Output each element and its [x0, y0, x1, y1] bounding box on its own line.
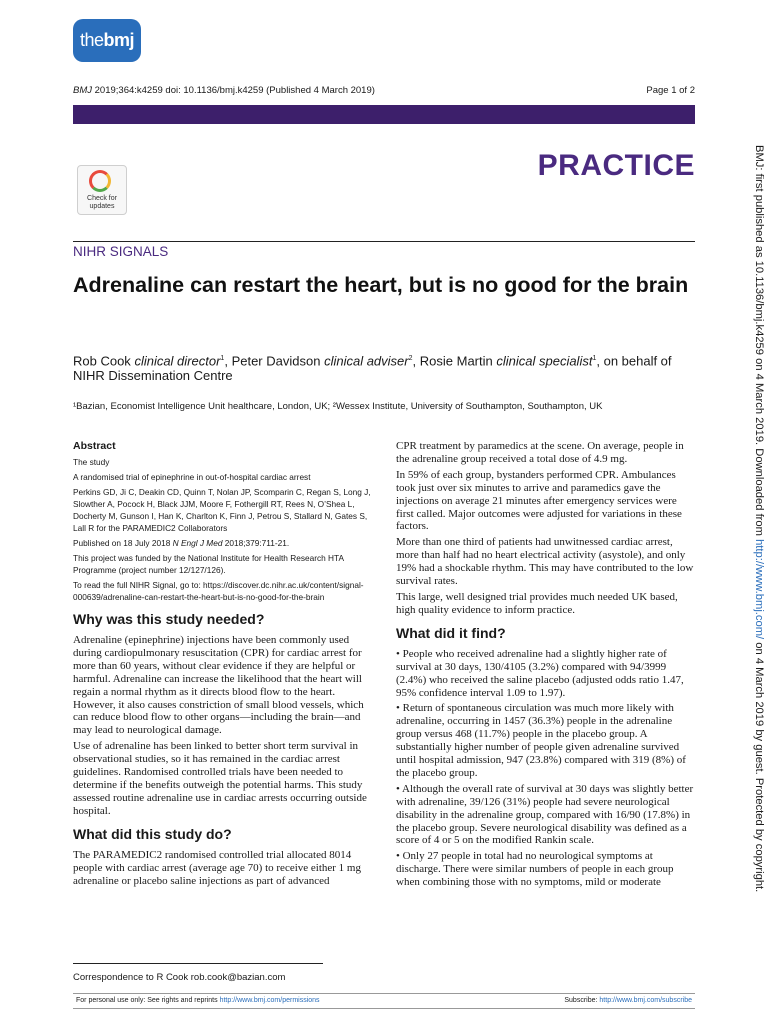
copyright-side-note [731, 145, 768, 893]
published-line [73, 537, 373, 549]
bmj-logo[interactable] [73, 19, 141, 62]
published-journal: N Engl J Med [172, 538, 223, 548]
author-role: clinical director [134, 353, 221, 369]
author-sup: 1 [592, 355, 597, 362]
logo-bold: bmj [103, 30, 135, 50]
crossmark-icon [89, 170, 111, 192]
side-note-after: on 4 March 2019 by guest. Protected by copyright. [753, 639, 765, 893]
did-paragraph-1: The PARAMEDIC2 randomised controlled trial allocated 8014 people with cardiac arrest (average age 70) to receive either 1 mg adrenaline or placebo saline injections as part of advanced [73, 848, 361, 887]
bmj-site-link[interactable]: http://www.bmj.com/ [753, 539, 765, 640]
header-bar [73, 105, 695, 124]
find-bullet: • Return of spontaneous circulation was much more likely with adrenaline, occurring in 1457 (36.3%) people in the adrenaline group versus 468 (11.7%) people in the placebo group. A substantially higher number of people given adrenaline survived until hospital admission, 947 (23.8%) compared with 319 (8%) of the placebo group. [396, 702, 686, 779]
subscribe-link[interactable]: http://www.bmj.com/subscribe [599, 997, 692, 1004]
find-bullet: • Only 27 people in total had no neurological symptoms at discharge. There were similar numbers of people in each group when combining those with no symptoms, mild or moderate [396, 850, 674, 889]
section-label: NIHR SIGNALS [73, 244, 169, 259]
side-note-before: BMJ: first published as 10.1136/bmj.k4259 on 4 March 2019. Downloaded from [753, 145, 765, 540]
author-list: Rob Cook clinical director$^1$, Peter Davidson clinical adviser$^2$, Rosie Martin clinical specialist$^1$, on behalf of NIHR Dissemination Centre [73, 353, 672, 384]
read-more-link[interactable]: To read the full NIHR Signal, go to: https://discover.dc.nihr.ac.uk/content/signal-000639/adrenaline-can-restart-the-heart-but-is-no-good-for-the-brain [73, 580, 364, 602]
citation-details: 2019;364:k4259 doi: 10.1136/bmj.k4259 (Published 4 March 2019) [92, 85, 375, 96]
page-number: Page 1 of 2 [646, 85, 695, 96]
did-heading: What did this study do? [73, 825, 232, 842]
author-sup: 1 [220, 355, 225, 362]
find-bullet: • Although the overall rate of survival at 30 days was slightly better with adrenaline, 39/126 (31%) people had severe neurological disability in the adrenaline group, compared with 16/90 (17.8%) in the placebo group. Severe neurological disability was defined as a score of 4 or 5 on the modified Rankin scale. [396, 782, 694, 847]
published-prefix: Published on 18 July 2018 [73, 538, 173, 548]
citation-journal: BMJ [73, 85, 92, 96]
article-title: Adrenaline can restart the heart, but is no good for the brain [73, 273, 689, 297]
find-bullet: • People who received adrenaline had a slightly higher rate of survival at 30 days, 130/4105 (3.2%) compared with 94/3999 (2.4%) who received the saline placebo (adjusted odds ratio 1.47, 95% confidence interval 1.09 to 1.97). [396, 647, 684, 699]
why-heading: Why was this study needed? [73, 611, 265, 627]
did-paragraph-1-cont: CPR treatment by paramedics at the scene. On average, people in the adrenaline group received a total dose of 4.9 mg. [396, 440, 684, 465]
check-for-updates-badge[interactable] [77, 165, 127, 215]
did-paragraph-4: This large, well designed trial provides much needed UK based, high quality evidence to inform practice. [396, 590, 678, 616]
abstract-heading: Abstract [73, 440, 116, 452]
citation [73, 85, 375, 96]
personal-use-note [76, 994, 320, 1008]
funding: This project was funded by the National Institute for Health Research HTA Programme (project number 12/127/126). [73, 553, 344, 575]
study-label: The study [73, 457, 110, 467]
section-banner: PRACTICE [537, 149, 695, 182]
why-paragraph-2: Use of adrenaline has been linked to better short term survival in observational studies, so it has remained in the cardiac arrest guidelines. Randomised controlled trials have been needed to determine if the benefits outweigh the potential harms. This study assessed routine adrenaline use in cardiac arrests occurring outside hospital. [73, 740, 367, 817]
logo-prefix: the [79, 30, 104, 50]
author-name: Rosie Martin [419, 353, 493, 369]
author-role: clinical specialist [496, 353, 593, 369]
why-paragraph-1: Adrenaline (epinephrine) injections have been commonly used during cardiopulmonary resuscitation (CPR) for cardiac arrest for more than 60 years, without clear evidence if they are helpful or harmful. Adrenaline can increase the likelihood that the heart will regain a normal rhythm as it directs blood flow to the heart. However, it also causes constriction of small blood vessels, which can reduce blood flow to other organs—including the brain—and may lead to neurological damage. [73, 634, 364, 737]
study-text: A randomised trial of epinephrine in out-of-hospital cardiac arrest [73, 472, 311, 482]
right-column [396, 440, 696, 892]
author-name: Rob Cook [73, 353, 131, 369]
left-column [73, 440, 373, 890]
did-paragraph-3: More than one third of patients had unwitnessed cardiac arrest, more than half had no heart electrical activity (asystole), and only 19% had a shockable rhythm. This may have contributed to the low survival rates. [396, 536, 694, 588]
subscribe-note [564, 994, 692, 1008]
page-footer [73, 993, 695, 1009]
personal-use-text: For personal use only: See rights and reprints [76, 997, 220, 1004]
author-name: Peter Davidson [231, 353, 321, 369]
check-badge-label: Check for updates [87, 195, 117, 210]
authors-tail: , on behalf of NIHR Dissemination Centre [73, 353, 672, 384]
author-sup: 2 [408, 355, 413, 362]
study-authors: Perkins GD, Ji C, Deakin CD, Quinn T, Nolan JP, Scomparin C, Regan S, Long J, Slowther A, Pocock H, Black JJM, Moore F, Fothergill RT, Rees N, O’Shea L, Docherty M, Gunson I, Han K, Charlton K, Finn J, Petrou S, Stallard N, Gates S, Lall R for the PARAMEDIC2 Collaborators [73, 487, 371, 533]
affiliations: ¹Bazian, Economist Intelligence Unit healthcare, London, UK; ²Wessex Institute, University of Southampton, Southampton, UK [73, 401, 603, 412]
correspondence: Correspondence to R Cook rob.cook@bazian.com [73, 972, 286, 983]
did-paragraph-2: In 59% of each group, bystanders performed CPR. Ambulances took just over six minutes to arrive and paramedics gave the injections on average 21 minutes after emergency services were first called. Major outcomes were adjusted for variations in these factors. [396, 468, 682, 533]
footnote-divider [73, 963, 323, 964]
divider [73, 241, 695, 242]
permissions-link[interactable]: http://www.bmj.com/permissions [219, 997, 320, 1004]
subscribe-label: Subscribe: [564, 997, 600, 1004]
published-suffix: 2018;379:711-21. [222, 538, 290, 548]
author-role: clinical adviser [324, 353, 409, 369]
find-heading: What did it find? [396, 624, 506, 641]
